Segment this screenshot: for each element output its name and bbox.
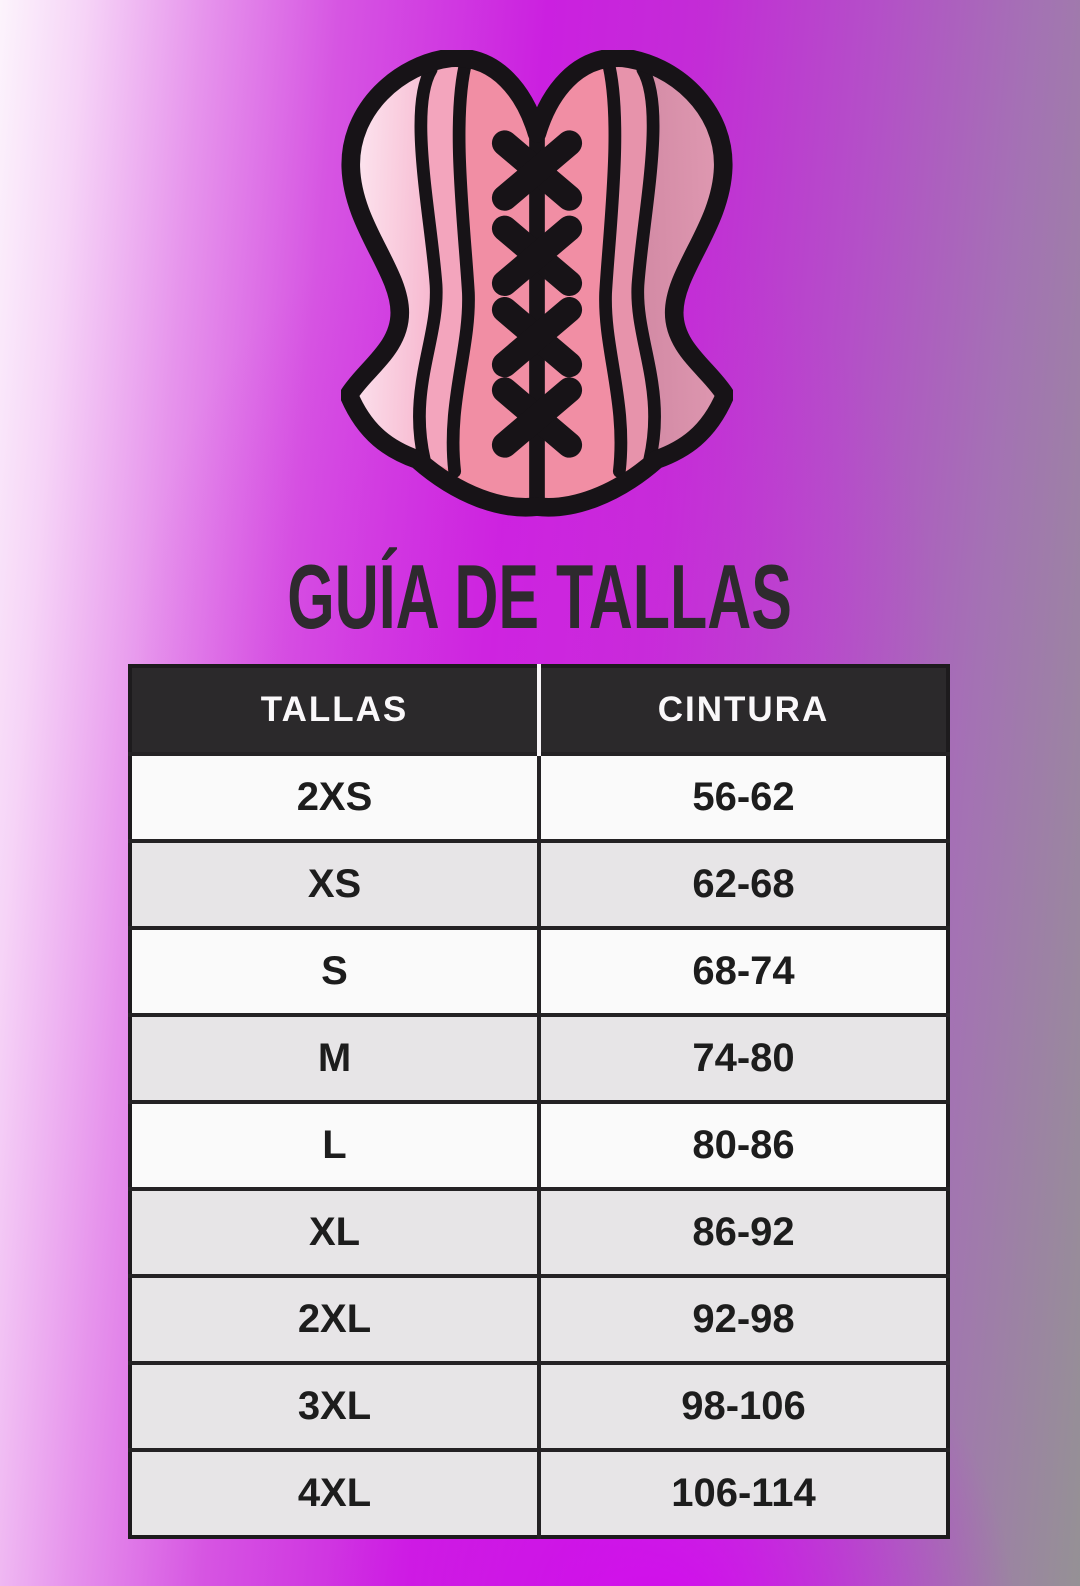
waist-cell: 98-106 [539, 1363, 948, 1450]
page-title-text: GUÍA DE TALLAS [287, 547, 793, 648]
size-table [128, 664, 950, 1539]
column-header-cintura: CINTURA [539, 666, 948, 754]
size-cell: S [130, 928, 539, 1015]
waist-cell: 74-80 [539, 1015, 948, 1102]
table-row [130, 928, 948, 1015]
size-cell: 3XL [130, 1363, 539, 1450]
waist-cell: 62-68 [539, 841, 948, 928]
size-cell: 2XL [130, 1276, 539, 1363]
table-row [130, 1276, 948, 1363]
waist-cell: 86-92 [539, 1189, 948, 1276]
table-row [130, 1450, 948, 1537]
table-header-row [130, 666, 948, 754]
size-cell: XS [130, 841, 539, 928]
column-header-tallas: TALLAS [130, 666, 539, 754]
size-cell: 2XS [130, 754, 539, 841]
waist-cell: 80-86 [539, 1102, 948, 1189]
table-row [130, 841, 948, 928]
waist-cell: 106-114 [539, 1450, 948, 1537]
table-row [130, 1015, 948, 1102]
corset-illustration [341, 50, 733, 540]
table-row [130, 754, 948, 841]
size-cell: 4XL [130, 1450, 539, 1537]
size-cell: L [130, 1102, 539, 1189]
table-row [130, 1102, 948, 1189]
page-title [0, 547, 1080, 648]
table-row [130, 1189, 948, 1276]
corset-lacing [505, 136, 570, 504]
waist-cell: 68-74 [539, 928, 948, 1015]
corset-icon [341, 50, 733, 540]
size-table-body [130, 754, 948, 1537]
table-row [130, 1363, 948, 1450]
size-cell: XL [130, 1189, 539, 1276]
waist-cell: 92-98 [539, 1276, 948, 1363]
size-cell: M [130, 1015, 539, 1102]
waist-cell: 56-62 [539, 754, 948, 841]
